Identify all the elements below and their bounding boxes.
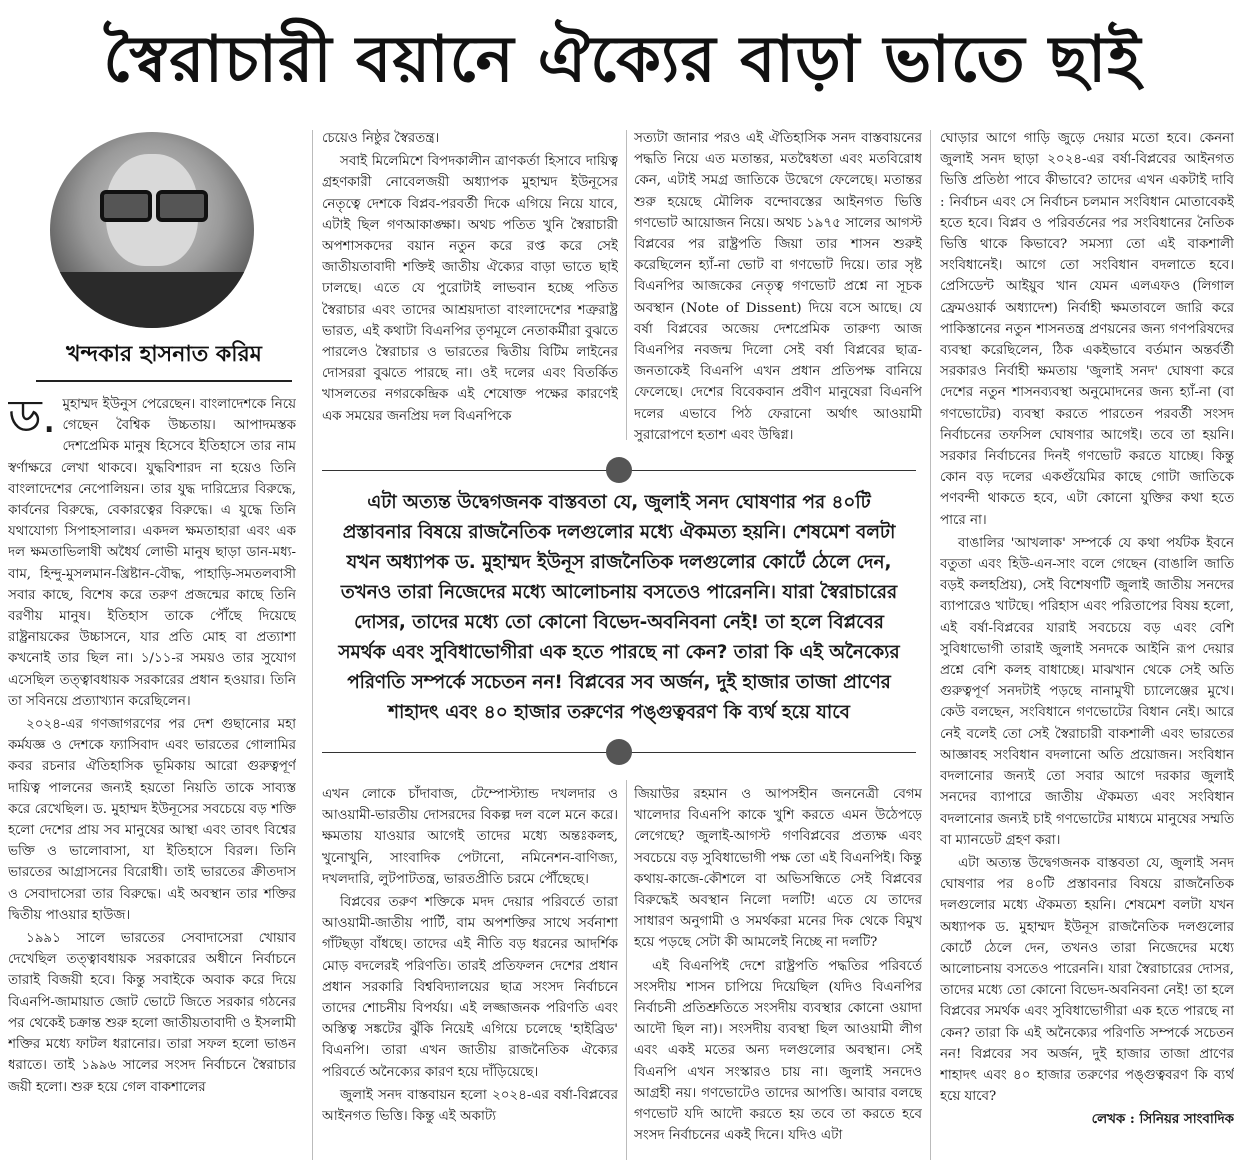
paragraph: সবাই মিলেমিশে বিপদকালীন ত্রাণকর্তা হিসাবে দায়িত্ব গ্রহণকারী নোবেলজয়ী অধ্যাপক মুহাম্মদ ইউনূসের নেতৃত্বে দেশকে বিপ্লব-পরবর্তী দিকে এগিয়ে নিয়ে যাবে, এটাই ছিল গণআকাঙ্ক্ষা। অথচ পতিত খুনি স্বৈরাচারী অপশাসকদের বয়ান নতুন করে রপ্ত করে সেই জাতীয়তাবাদী শক্তিই জাতীয় ঐক্যের বাড়া ভাতে ছাই ঢালছে। এতে যে পুরোটাই লাভবান হচ্ছে পতিত স্বৈরাচার এবং তাদের আশ্রয়দাতা বাংলাদেশের শত্রুরাষ্ট্র ভারত, এই কথাটা বিএনপির তৃণমূলে নেতাকর্মীরা বুঝতে পারলেও স্বৈরাচার ও ভারতের দ্বিতীয় বিটিম লাইনের দোসররা বুঝতে পারছে না। ওই দলের এবং বিতর্কিত খাসলতের নগরকেন্দ্রিক এই শেষোক্ত পক্ষের কারণেই এক সময়ের জনপ্রিয় দল বিএনপিকে [322,154,618,424]
column-divider [626,780,627,1160]
author-photo [50,132,254,328]
author-name: খন্দকার হাসনাত করিম [66,342,262,367]
column-divider [312,130,313,1160]
paragraph: চেয়েও নিষ্ঠুর স্বৈরতন্ত্র। [322,131,440,146]
column-3-bottom [634,784,922,1160]
paragraph: ১৯৯১ সালে ভারতের সেবাদাসেরা খোয়াব দেখেছিল তত্ত্বাবধায়ক সরকারের অধীনে নির্বাচনে তারাই বিজয়ী হবে। কিন্তু সবাইকে অবাক করে দিয়ে বিএনপি-জামায়াত জোট ভোটে জিতে সরকার গঠনের পর থেকেই চক্রান্ত শুরু হলো জাতীয়তাবাদী ও ইসলামী শক্তির মধ্যে ফাটল ধরানোর। তারা সফল হলো ভাঙন ধরাতে। তাই ১৯৯৬ সালের সংসদ নির্বাচনে স্বৈরাচার জয়ী হলো। শুরু হয়ে গেল বাকশালের [8,931,296,1095]
pullquote: এটা অত্যন্ত উদ্বেগজনক বাস্তবতা যে, জুলাই সনদ ঘোষণার পর ৪০টি প্রস্তাবনার বিষয়ে রাজনৈতিক দলগুলোর মধ্যে ঐকমত্য হয়নি। শেষমেশ বলটা যখন অধ্যাপক ড. মুহাম্মদ ইউনূস রাজনৈতিক দলগুলোর কোর্টে ঠেলে দেন, তখনও তারা নিজেদের মধ্যে আলোচনায় বসতেও পারেননি। যারা স্বৈরাচারের দোসর, তাদের মধ্যে তো কোনো বিভেদ-অবনিবনা নেই! তা হলে বিপ্লবের সমর্থক এবং সুবিধাভোগীরা এক হতে পারছে না কেন? তারা কি এই অনৈক্যের পরিণতি সম্পর্কে সচেতন নন! বিপ্লবের সব অর্জন, দুই হাজার তাজা প্রাণের শাহাদৎ এবং ৪০ হাজার তরুণের পঙ্গুত্ববরণ কি ব্যর্থ হয়ে যাবে [338,492,900,723]
paragraph [8,394,296,712]
paragraph: জুলাই সনদ বাস্তবায়ন হলো ২০২৪-এর বর্ষা-বিপ্লবের আইনগত ভিত্তি। কিন্তু এই অকাট্য [322,1087,618,1125]
author-divider [36,380,292,382]
column-divider [930,130,931,1160]
column-3-top [634,128,922,448]
column-2-top [322,128,618,448]
paragraph: এটা অত্যন্ত উদ্বেগজনক বাস্তবতা যে, জুলাই সনদ ঘোষণার পর ৪০টি প্রস্তাবনার বিষয়ে রাজনৈতিক দলগুলোর মধ্যে ঐকমত্য হয়নি। শেষমেশ বলটা যখন অধ্যাপক ড. মুহাম্মদ ইউনূস রাজনৈতিক দলগুলোর কোর্টে ঠেলে দেন, তখনও তারা নিজেদের মধ্যে আলোচনায় বসতেও পারেননি। যারা স্বৈরাচারের দোসর, তাদের মধ্যে তো কোনো বিভেদ-অবনিবনা নেই! তা হলে বিপ্লবের সমর্থক এবং সুবিধাভোগীরা এক হতে পারছে না কেন? তারা কি এই অনৈক্যের পরিণতি সম্পর্কে সচেতন নন! বিপ্লবের সব অর্জন, দুই হাজার তাজা প্রাণের শাহাদৎ এবং ৪০ হাজার তরুণের পঙ্গুত্ববরণ কি ব্যর্থ হয়ে যাবে? [940,855,1234,1105]
paragraph: এই বিএনপিই দেশে রাষ্ট্রপতি পদ্ধতির পরিবর্তে সংসদীয় শাসন চাপিয়ে দিয়েছিল (যদিও বিএনপির নির্বাচনী প্রতিশ্রুতিতে সংসদীয় ব্যবস্থার কোনো ওয়াদা আদৌ ছিল না)। সংসদীয় ব্যবস্থা ছিল আওয়ামী লীগ এবং একই মতের অন্য দলগুলোর অবস্থান। সেই বিএনপি এখন সংস্কারও চায় না। জুলাই সনদেও আগ্রহী নয়। গণভোটেও তাদের আপত্তি। আবার বলছে গণভোট যদি আদৌ করতে হয় তবে তা করতে হবে সংসদ নির্বাচনের একই দিনে। যদিও এটা [634,958,922,1144]
column-4 [940,128,1234,1160]
glasses-icon [100,190,204,216]
paragraph: বাঙালির 'আখলাক' সম্পর্কে যে কথা পর্যটক ইবনে বতুতা এবং হিউ-এন-সাং বলে গেছেন (বাঙালি জাতি বড়ই কলহপ্রিয়), সেই বিশেষণটি জুলাই জাতীয় সনদের ব্যাপারেও খাটছে। পরিহাস এবং পরিতাপের বিষয় হলো, এই বর্ষা-বিপ্লবের যারাই সবচেয়ে বড় এবং বেশি সুবিধাভোগী তারাই জুলাই সনদকে আইনি রূপ দেয়ার প্রশ্নে বেশি কলহ বাধাচ্ছে। মাঝখান থেকে সেই অতি গুরুত্বপূর্ণ সনদটাই পড়ছে নানামুখী চ্যালেঞ্জের মুখে। কেউ বলছেন, সংবিধানে গণভোটের বিধান নেই। আরে নেই বলেই তো সেই স্বৈরাচারী বাকশালী এবং ভারতের আজ্ঞাবহ সংবিধান বদলানো অতি প্রয়োজন। সংবিধান বদলানোর জন্যই তো সবার আগে দরকার জুলাই সনদের ব্যাপারে জাতীয় ঐকমত্য এবং সংবিধান বদলানোর জন্যই চাই গণভোটের মাধ্যমে মানুষের সম্মতি বা ম্যানডেট গ্রহণ করা। [940,535,1234,848]
paragraph: ২০২৪-এর গণজাগরণের পর দেশ গুছানোর মহা কর্মযজ্ঞ ও দেশকে ফ্যাসিবাদ এবং ভারতের গোলামির কবর রচনার ঐতিহাসিক ভূমিকায় আরো গুরুত্বপূর্ণ দায়িত্ব পালনের জন্যই হয়তো নিয়তি তাকে সাব্যস্ত করে রেখেছিল। ড. মুহাম্মদ ইউনূসের সবচেয়ে বড় শক্তি হলো দেশের প্রায় সব মানুষের আস্থা এবং তাবৎ বিশ্বের ভক্তি ও ভালোবাসা, যা ইতিহাসে বিরল। তিনি ভারতের আগ্রাসনের বিরোধী। তাই ভারতের ক্রীতদাস ও সেবাদাসেরা তার বিরুদ্ধে। এই অবস্থান তার শক্তির দ্বিতীয় পাওয়ার হাউজ। [8,717,296,923]
pullquote-dot-bottom [606,739,632,765]
paragraph: বিপ্লবের তরুণ শক্তিকে মদদ দেয়ার পরিবর্তে তারা আওয়ামী-জাতীয় পার্টি, বাম অপশক্তির সাথে সর্বনাশা গাঁটছড়া বাঁধছে। তাদের এই নীতি বড় ধরনের আদর্শিক মোড় বদলেরই পরিণতি। তারই প্রতিফলন দেশের প্রধান প্রধান সরকারি বিশ্ববিদ্যালয়ের ছাত্র সংসদ নির্বাচনে তাদের শোচনীয় বিপর্যয়। এই লজ্জাজনক পরিণতি এবং অস্তিত্ব সঙ্কটের ঝুঁকি নিয়েই এগিয়ে চলেছে 'হাইব্রিড' বিএনপি। তারা এখন জাতীয় রাজনৈতিক ঐক্যের পরিবর্তে অনৈক্যের কারণ হয়ে দাঁড়িয়েছে। [322,895,618,1080]
column-1 [8,394,296,1160]
pullquote-dot-top [606,457,632,483]
column-divider [626,130,627,440]
paragraph: ঘোড়ার আগে গাড়ি জুড়ে দেয়ার মতো হবে। কেননা জুলাই সনদ ছাড়া ২০২৪-এর বর্ষা-বিপ্লবের আইনগত ভিত্তি প্রতিষ্ঠা পাবে কীভাবে? তাদের এখন একটাই দাবি : নির্বাচন এবং সে নির্বাচন চলমান সংবিধান মোতাবেকই হতে হবে। বিপ্লব ও পরিবর্তনের পর সংবিধানের নৈতিক ভিত্তি থাকে কিভাবে? সমস্যা তো এই বাকশালী সংবিধানেই। আগে তো সংবিধান বদলাতে হবে। প্রেসিডেন্ট আইয়ুব খান যেমন এলএফও (লিগাল ফ্রেমওয়ার্ক অধ্যাদেশ) নির্বাহী ক্ষমতাবলে জারি করে পাকিস্তানের নতুন শাসনতন্ত্র প্রণয়নের জন্য গণপরিষদের ব্যবস্থা করেছিলেন, ঠিক একইভাবে বর্তমান অন্তর্বর্তী সরকারও নির্বাহী ক্ষমতায় 'জুলাই সনদ' ঘোষণা করে দেশের নতুন শাসনব্যবস্থা অনুমোদনের জন্য হ্যাঁ-না (বা গণভোটের) ব্যবস্থা করতে পারতেন পরবর্তী সংসদ নির্বাচনের তফসিল ঘোষণার আগেই। তবে তা হয়নি। সরকার নির্বাচনের দিনই গণভোট করতে যাচ্ছে। কিন্তু কোন বড় দলের একগুঁয়েমির কাছে গোটা জাতিকে পণবন্দী থাকতে হবে, এটা কোনো যুক্তির কথা হতে পারে না। [940,131,1234,528]
column-2-bottom [322,784,618,1160]
author-shirt [50,272,254,328]
paragraph: এখন লোকে চাঁদাবাজ, টেম্পোস্ট্যান্ড দখলদার ও আওয়ামী-ভারতীয় দোসরদের বিকল্প দল বলে মনে করে। ক্ষমতায় যাওয়ার আগেই তাদের মধ্যে অন্তঃকলহ, খুনোখুনি, সাংবাদিক পেটানো, নমিনেশন-বাণিজ্য, দখলদারি, লুটপাটতন্ত্র, ভারতপ্রীতি চরমে পৌঁছেছে। [322,787,618,887]
headline: স্বৈরাচারী বয়ানে ঐক্যের বাড়া ভাতে ছাই [103,23,1142,97]
paragraph: জিয়াউর রহমান ও আপসহীন জননেত্রী বেগম খালেদার বিএনপি কাকে খুশি করতে এমন উঠেপড়ে লেগেছে? জুলাই-আগস্ট গণবিপ্লবের প্রত্যক্ষ এবং সবচেয়ে বড় সুবিধাভোগী পক্ষ তো এই বিএনপিই। কিন্তু কথায়-কাজে-কৌশলে বা অভিসন্ধিতে সেই বিপ্লবের বিরুদ্ধেই অবস্থান নিলো দলটি! এতে যে তাদের সাধারণ অনুগামী ও সমর্থকরা মনের দিক থেকে বিমুখ হয়ে পড়ছে সেটা কী আমলেই নিচ্ছে না দলটি? [634,787,922,951]
paragraph: সত্যটা জানার পরও এই ঐতিহাসিক সনদ বাস্তবায়নের পদ্ধতি নিয়ে এত মতান্তর, মতদ্বৈধতা এবং মতবিরোধ কেন, এটাই সমগ্র জাতিকে উদ্বেগে ফেলেছে। মতান্তর শুরু হয়েছে মৌলিক বন্দোবস্তের আইনগত ভিত্তি গণভোট আয়োজন নিয়ে। অথচ ১৯৭৫ সালের আগস্ট বিপ্লবের পর রাষ্ট্রপতি জিয়া তার শাসন শুরুই করেছিলেন হ্যাঁ-না ভোট বা গণভোট দিয়ে। তার সৃষ্ট বিএনপির আজকের নেতৃত্ব গণভোট প্রশ্নে না সূচক অবস্থান (Note of Dissent) দিয়ে বসে আছে। যে বর্ষা বিপ্লবের অজেয় দেশপ্রেমিক তারুণ্য আজ বিএনপির নবজন্ম দিলো সেই বর্ষা বিপ্লবের ছাত্র-জনতাকেই বিএনপি এখন প্রধান প্রতিপক্ষ বানিয়ে ফেলেছে। দেশের বিবেকবান প্রবীণ মানুষেরা বিএনপি দলের এভাবে পিঠ ফেরানো অর্থাৎ আওয়ামী সুরারোপণে হতাশ এবং উদ্বিগ্ন। [634,131,922,443]
byline: লেখক : সিনিয়র সাংবাদিক [1091,1111,1234,1128]
paragraph-text: মুহাম্মদ ইউনুস পেরেছেন। বাংলাদেশকে নিয়ে গেছেন বৈশ্বিক উচ্চতায়। আপাদমস্তক দেশপ্রেমিক মানুষ হিসেবে ইতিহাসে তার নাম স্বর্ণাক্ষরে লেখা থাকবে। যুদ্ধবিশারদ না হয়েও তিনি বাংলাদেশের নেপোলিয়ন। তার যুদ্ধ দারিদ্র্যের বিরুদ্ধে, কার্বনের বিরুদ্ধে, বেকারত্বের বিরুদ্ধে। এ যুদ্ধে তিনি যথাযোগ্য সিপাহসালার। একদল ক্ষমতাহারা এবং এক দল ক্ষমতাভিলাষী অধৈর্য লোভী মানুষ ছাড়া ডান-মধ্য-বাম, হিন্দু-মুসলমান-খ্রিষ্টান-বৌদ্ধ, পাহাড়ি-সমতলবাসী সবার কাছে, বিশেষ করে তরুণ প্রজন্মের কাছে তিনি বরণীয় মানুষ। ইতিহাস তাকে পৌঁছে দিয়েছে রাষ্ট্রনায়কের উচ্চাসনে, যার প্রতি মোহ বা প্রত্যাশা কখনোই তার ছিল না। ১/১১-র সময়ও তার সুযোগ এসেছিল তত্ত্বাবধায়ক সরকারের প্রধান হওয়ার। তিনি তা সবিনয়ে প্রত্যাখ্যান করেছিলেন। [8,397,296,709]
dropcap: ড. [8,394,57,443]
